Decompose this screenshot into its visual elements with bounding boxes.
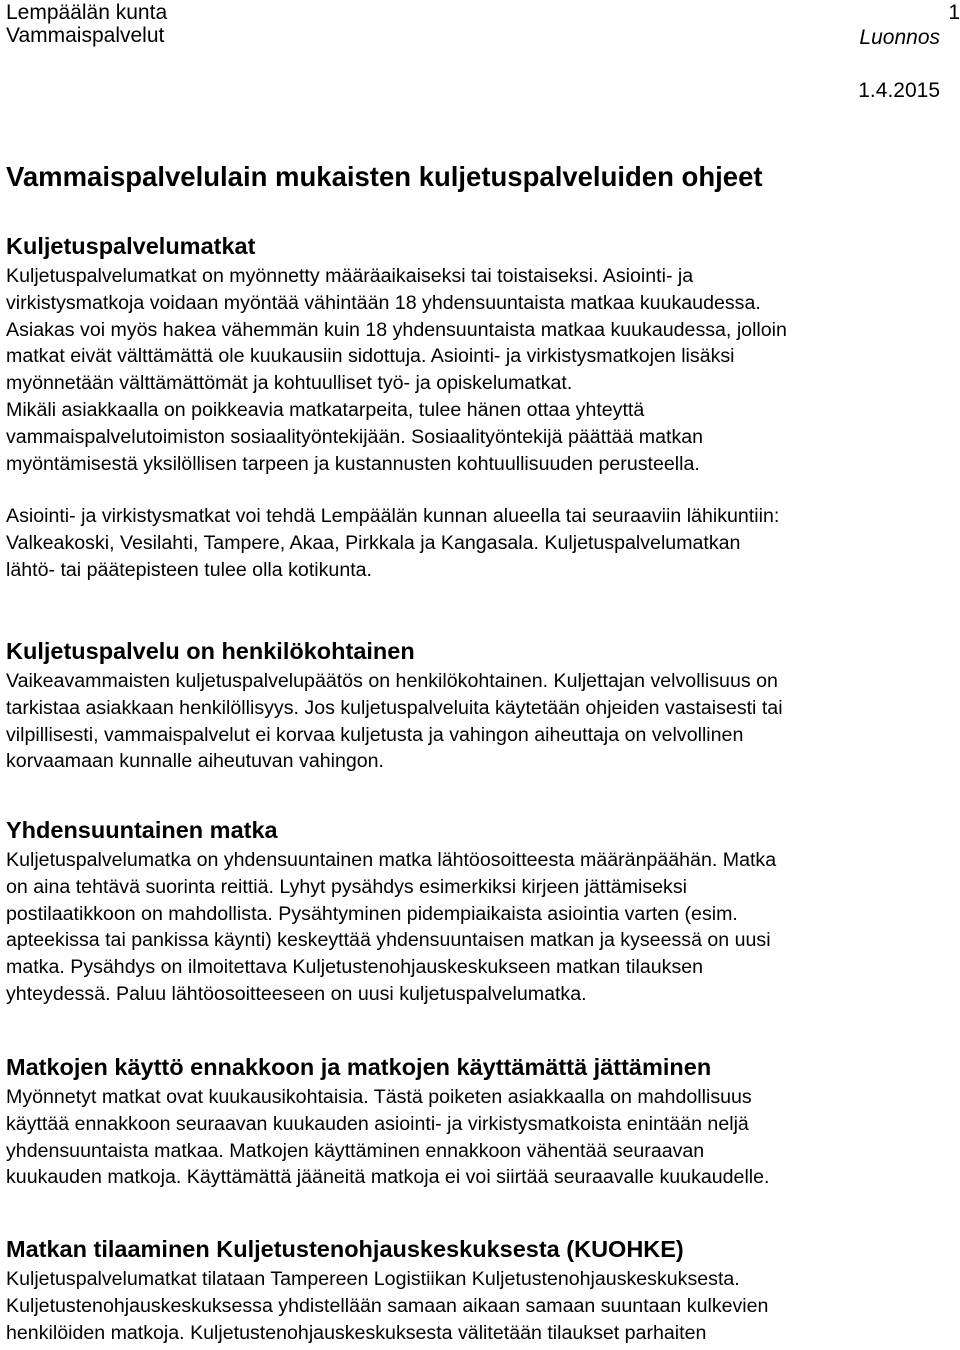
text-line: Kuljetuspalvelumatka on yhdensuuntainen matka lähtöosoitteesta määränpäähän. Matka [6,849,777,871]
section-heading: Matkan tilaaminen Kuljetustenohjauskeskuksesta (KUOHKE) [6,1236,684,1262]
text-line: Kuljetuspalvelumatkat tilataan Tampereen Logistiikan Kuljetustenohjauskeskuksesta. [6,1268,740,1290]
text-line: käyttää ennakkoon seuraavan kuukauden asiointi- ja virkistysmatkoista enintään neljä [6,1112,749,1135]
text-line: Vaikeavammaisten kuljetuspalvelupäätös on henkilökohtainen. Kuljettajan velvollisuus on [6,670,778,692]
paragraph [6,263,951,477]
paragraph [6,1084,951,1191]
text-line: myönnetään välttämättömät ja kohtuulliset työ- ja opiskelumatkat. [6,372,573,395]
paragraph [6,503,951,583]
section-heading: Kuljetuspalvelumatkat [6,233,256,259]
text-line: Kuljetustenohjauskeskuksessa yhdistellään samaan aikaan samaan suuntaan kulkevien [6,1294,769,1317]
text-line: myöntämisestä yksilöllisen tarpeen ja kustannusten kohtuullisuuden perusteella. [6,452,700,475]
text-line: lähtö- tai päätepisteen tulee olla kotikunta. [6,558,372,581]
page-number: 1 [948,1,960,24]
paragraph [6,668,951,775]
section-yhdensuuntainen-matka [6,815,951,1008]
text-line: Valkeakoski, Vesilahti, Tampere, Akaa, Pirkkala ja Kangasala. Kuljetuspalvelumatkan [6,532,741,555]
text-line: apteekissa tai pankissa käynti) keskeyttää yhdensuuntaisen matkan ja kyseessä on uusi [6,929,771,952]
section-kuljetuspalvelumatkat [6,231,951,584]
text-line: matka. Pysähdys on ilmoitettava Kuljetustenohjauskeskukseen matkan tilauksen [6,956,704,979]
text-line: on aina tehtävä suorinta reittiä. Lyhyt pysähdys esimerkiksi kirjeen jättämiseksi [6,875,688,898]
document-date: 1.4.2015 [858,79,940,102]
text-line: Asiakas voi myös hakea vähemmän kuin 18 yhdensuuntaista matkaa kuukaudessa, jolloin [6,318,787,341]
section-matkan-tilaaminen [6,1234,951,1346]
text-line: yhdensuuntaista matkaa. Matkojen käyttäminen ennakkoon vähentää seuraavan [6,1139,705,1162]
text-line: korvaamaan kunnalle aiheutuvan vahingon. [6,750,384,773]
section-matkojen-kaytto [6,1052,951,1191]
text-line: Kuljetuspalvelumatkat on myönnetty määräaikaiseksi tai toistaiseksi. Asiointi- ja [6,265,694,287]
section-heading: Kuljetuspalvelu on henkilökohtainen [6,638,415,664]
paragraph [6,847,951,1008]
text-line: matkat eivät välttämättä ole kuukausiin sidottuja. Asiointi- ja virkistysmatkojen lisäksi [6,345,735,368]
text-line: Asiointi- ja virkistysmatkat voi tehdä Lempäälän kunnan alueella tai seuraaviin lähikuntiin: [6,505,780,528]
text-line: virkistysmatkoja voidaan myöntää vähintään 18 yhdensuuntaista matkaa kuukaudessa. [6,291,761,314]
text-line: kuukauden matkoja. Käyttämättä jääneitä matkoja ei voi siirtää seuraavalle kuukaudelle. [6,1166,770,1189]
section-heading: Matkojen käyttö ennakkoon ja matkojen käyttämättä jättäminen [6,1054,712,1080]
text-line: postilaatikkoon on mahdollista. Pysähtyminen pidempiaikaista asiointia varten (esim. [6,902,738,925]
text-line: yhteydessä. Paluu lähtöosoitteeseen on uusi kuljetuspalvelumatka. [6,982,587,1005]
section-heading: Yhdensuuntainen matka [6,817,278,843]
paragraph [6,1266,951,1346]
text-line: tarkistaa asiakkaan henkilöllisyys. Jos kuljetuspalveluita käytetään ohjeiden vastaisesti tai [6,696,783,719]
page-title: Vammaispalvelulain mukaisten kuljetuspalveluiden ohjeet [6,161,763,192]
header-dept: Vammaispalvelut [6,24,165,47]
text-line: Mikäli asiakkaalla on poikkeavia matkatarpeita, tulee hänen ottaa yhteyttä [6,398,645,421]
section-henkilokohtainen [6,636,951,775]
text-line: henkilöiden matkoja. Kuljetustenohjauskeskuksesta välitetään tilaukset parhaiten [6,1321,707,1344]
text-line: vammaispalvelutoimiston sosiaalityöntekijään. Sosiaalityöntekijä päättää matkan [6,425,704,448]
text-line: vilpillisesti, vammaispalvelut ei korvaa kuljetusta ja vahingon aiheuttaja on velvollinen [6,723,744,746]
header-org: Lempäälän kunta [6,1,168,24]
document-status: Luonnos [859,26,940,49]
text-line: Myönnetyt matkat ovat kuukausikohtaisia. Tästä poiketen asiakkaalla on mahdollisuus [6,1086,752,1108]
